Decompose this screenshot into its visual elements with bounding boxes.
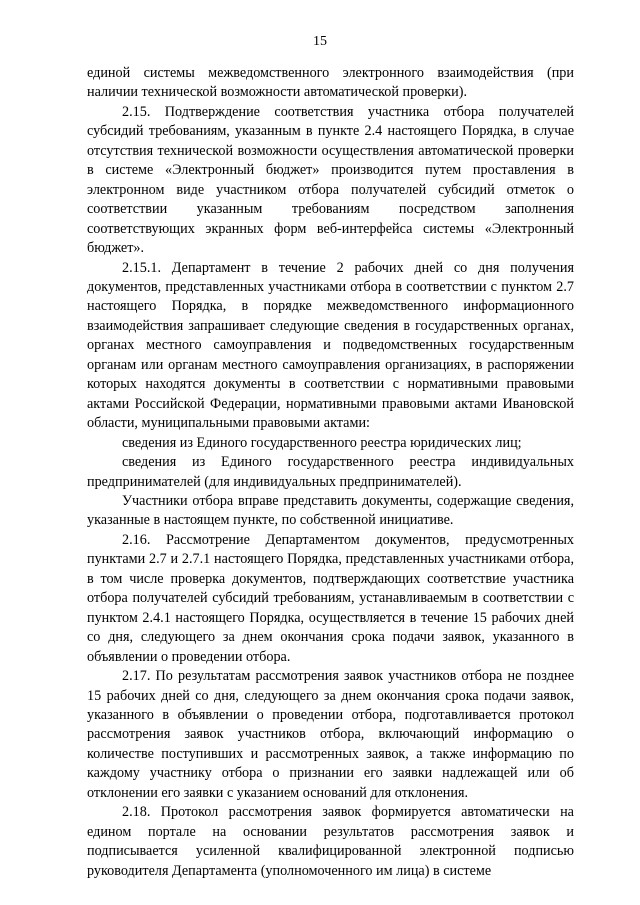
list-item-egrul: сведения из Единого государственного реестра юридических лиц; xyxy=(122,434,522,451)
paragraph-2-15: 2.15. Подтверждение соответствия участника отбора получателей субсидий требованиям, указанным в пункте 2.4 настоящего Порядка, в случае отсутствия технической возможности осуществления автоматической проверки в системе «Электронный бюджет» производится путем проставления в электронном виде участником отбора получателей субсидий отметок о соответствии указанным требованиям посредством заполнения соответствующих экранных форм веб-интерфейса системы «Электронный бюджет». xyxy=(87,103,574,257)
paragraph-2-17: 2.17. По результатам рассмотрения заявок участников отбора не позднее 15 рабочих дней со дня, следующего за днем окончания срока подачи заявок, указанного в объявлении о проведении отбора, подготавливается протокол рассмотрения заявок участников отбора, включающий информацию о количестве поступивших и рассмотренных заявок, а также информацию по каждому участнику отбора о признании его заявки надлежащей или об отклонении его заявки с указанием оснований для отклонения. xyxy=(87,668,574,801)
list-item-egrip: сведения из Единого государственного реестра индивидуальных предпринимателей (для индивидуальных предпринимателей). xyxy=(87,454,574,490)
document-body xyxy=(87,64,574,881)
paragraph-own-initiative: Участники отбора вправе представить документы, содержащие сведения, указанные в настоящем пункте, по собственной инициативе. xyxy=(87,492,574,529)
paragraph-2-18: 2.18. Протокол рассмотрения заявок формируется автоматически на едином портале на основании результатов рассмотрения заявок и подписывается усиленной квалифицированной электронной подписью руководителя Департамента (уполномоченного им лица) в системе xyxy=(87,804,574,879)
paragraph-2-16: 2.16. Рассмотрение Департаментом документов, предусмотренных пунктами 2.7 и 2.7.1 настоящего Порядка, представленных участниками отбора, в том числе проверка документов, подтверждающих соответствие участника отбора получателей субсидий требованиям, устанавливаемым в соответствии с пунктом 2.4.1 настоящего Порядка, осуществляется в течение 15 рабочих дней со дня, следующего за днем окончания срока подачи заявок, указанного в объявлении о проведении отбора. xyxy=(87,531,574,665)
paragraph-2-15-1: 2.15.1. Департамент в течение 2 рабочих дней со дня получения документов, представленных участниками отбора в соответствии с пунктом 2.7 настоящего Порядка, в порядке межведомственного информационного взаимодействия запрашивает следующие сведения в государственных органах, органах местного самоуправления и подведомственных государственным органам или органам местного самоуправления организациях, в распоряжении которых находятся документы в соответствии с нормативными правовыми актами Российской Федерации, нормативными правовыми актами Ивановской области, муниципальными правовыми актами: xyxy=(87,259,574,432)
paragraph-continuation: единой системы межведомственного электронного взаимодействия (при наличии технической возможности автоматической проверки). xyxy=(87,65,574,101)
page-number: 15 xyxy=(313,34,327,49)
